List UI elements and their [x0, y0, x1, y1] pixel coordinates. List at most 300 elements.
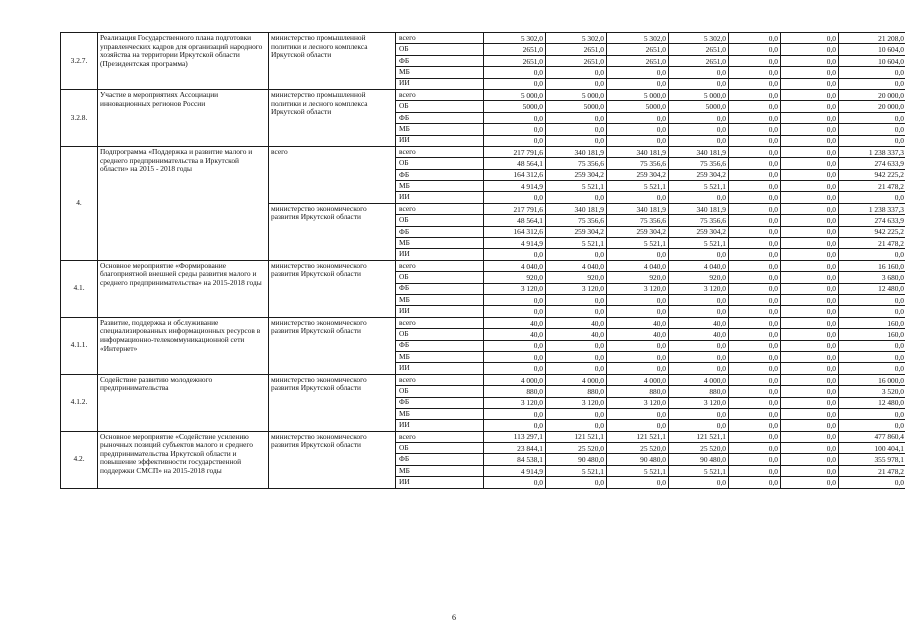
value-cell: 5 000,0 — [484, 89, 546, 100]
value-cell: 0,0 — [607, 408, 669, 419]
value-cell: 113 297,1 — [484, 431, 546, 442]
value-cell: 5 521,1 — [669, 238, 729, 249]
value-cell: 0,0 — [669, 420, 729, 431]
value-cell: 0,0 — [729, 283, 781, 294]
value-cell: 40,0 — [484, 317, 546, 328]
funding-source: МБ — [396, 181, 484, 192]
value-cell: 5 302,0 — [546, 33, 607, 44]
funding-source: ОБ — [396, 329, 484, 340]
value-cell: 0,0 — [729, 465, 781, 476]
funding-source: ИИ — [396, 192, 484, 203]
value-cell: 2651,0 — [607, 55, 669, 66]
value-cell: 40,0 — [669, 329, 729, 340]
value-cell: 0,0 — [607, 112, 669, 123]
value-cell: 5 302,0 — [669, 33, 729, 44]
value-cell: 0,0 — [729, 215, 781, 226]
value-cell: 0,0 — [669, 351, 729, 362]
value-cell: 0,0 — [839, 78, 905, 89]
value-cell: 0,0 — [729, 408, 781, 419]
value-cell: 0,0 — [729, 192, 781, 203]
value-cell: 0,0 — [607, 294, 669, 305]
value-cell: 75 356,6 — [607, 215, 669, 226]
value-cell: 4 000,0 — [484, 374, 546, 385]
value-cell: 0,0 — [484, 294, 546, 305]
value-cell: 4 040,0 — [607, 260, 669, 271]
value-cell: 0,0 — [729, 44, 781, 55]
value-cell: 164 312,6 — [484, 169, 546, 180]
value-cell: 0,0 — [781, 146, 839, 157]
item-name: Содействие развитию молодежного предпринимательства — [98, 374, 269, 431]
value-cell: 3 120,0 — [669, 283, 729, 294]
value-cell: 0,0 — [729, 101, 781, 112]
value-cell: 0,0 — [781, 55, 839, 66]
value-cell: 0,0 — [729, 420, 781, 431]
value-cell: 10 604,0 — [839, 55, 905, 66]
value-cell: 0,0 — [781, 67, 839, 78]
table-row — [61, 33, 905, 44]
value-cell: 0,0 — [546, 112, 607, 123]
page-number: 6 — [452, 613, 456, 622]
value-cell: 0,0 — [781, 112, 839, 123]
value-cell: 12 480,0 — [839, 397, 905, 408]
value-cell: 100 404,1 — [839, 443, 905, 454]
value-cell: 0,0 — [607, 351, 669, 362]
value-cell: 0,0 — [546, 135, 607, 146]
funding-source: МБ — [396, 124, 484, 135]
value-cell: 3 120,0 — [607, 397, 669, 408]
value-cell: 3 520,0 — [839, 386, 905, 397]
value-cell: 4 040,0 — [484, 260, 546, 271]
value-cell: 4 000,0 — [546, 374, 607, 385]
value-cell: 880,0 — [607, 386, 669, 397]
value-cell: 920,0 — [607, 272, 669, 283]
item-name: Основное мероприятие «Формирование благоприятной внешней среды развития малого и среднего предпринимательства» на 2015-2018 годы — [98, 260, 269, 317]
value-cell: 75 356,6 — [669, 215, 729, 226]
funding-source: ОБ — [396, 158, 484, 169]
responsible-executor: всего — [269, 146, 396, 203]
value-cell: 259 304,2 — [669, 169, 729, 180]
value-cell: 5 521,1 — [669, 181, 729, 192]
item-code: 3.2.7. — [61, 33, 98, 90]
funding-source: всего — [396, 317, 484, 328]
value-cell: 0,0 — [546, 420, 607, 431]
value-cell: 0,0 — [781, 465, 839, 476]
value-cell: 0,0 — [484, 477, 546, 488]
value-cell: 4 040,0 — [546, 260, 607, 271]
value-cell: 0,0 — [729, 146, 781, 157]
value-cell: 2651,0 — [669, 44, 729, 55]
value-cell: 0,0 — [781, 158, 839, 169]
value-cell: 0,0 — [484, 340, 546, 351]
value-cell: 20 000,0 — [839, 89, 905, 100]
value-cell: 340 181,9 — [669, 203, 729, 214]
value-cell: 5 000,0 — [669, 89, 729, 100]
value-cell: 0,0 — [781, 420, 839, 431]
value-cell: 0,0 — [781, 386, 839, 397]
value-cell: 0,0 — [781, 181, 839, 192]
value-cell: 21 478,2 — [839, 181, 905, 192]
value-cell: 477 860,4 — [839, 431, 905, 442]
value-cell: 1 238 337,3 — [839, 203, 905, 214]
value-cell: 0,0 — [781, 317, 839, 328]
value-cell: 0,0 — [781, 203, 839, 214]
value-cell: 0,0 — [729, 78, 781, 89]
value-cell: 5 302,0 — [484, 33, 546, 44]
value-cell: 0,0 — [839, 124, 905, 135]
funding-source: всего — [396, 146, 484, 157]
value-cell: 217 791,6 — [484, 146, 546, 157]
value-cell: 340 181,9 — [607, 146, 669, 157]
value-cell: 880,0 — [669, 386, 729, 397]
value-cell: 0,0 — [781, 351, 839, 362]
value-cell: 274 633,9 — [839, 215, 905, 226]
value-cell: 0,0 — [729, 124, 781, 135]
value-cell: 0,0 — [607, 192, 669, 203]
value-cell: 0,0 — [669, 135, 729, 146]
value-cell: 0,0 — [729, 169, 781, 180]
value-cell: 0,0 — [607, 67, 669, 78]
value-cell: 0,0 — [607, 249, 669, 260]
value-cell: 0,0 — [729, 306, 781, 317]
value-cell: 0,0 — [607, 363, 669, 374]
value-cell: 0,0 — [839, 477, 905, 488]
value-cell: 0,0 — [781, 260, 839, 271]
value-cell: 0,0 — [607, 477, 669, 488]
value-cell: 0,0 — [781, 454, 839, 465]
value-cell: 0,0 — [729, 89, 781, 100]
value-cell: 340 181,9 — [607, 203, 669, 214]
value-cell: 0,0 — [729, 363, 781, 374]
value-cell: 0,0 — [781, 215, 839, 226]
value-cell: 2651,0 — [484, 44, 546, 55]
value-cell: 0,0 — [607, 78, 669, 89]
value-cell: 0,0 — [781, 306, 839, 317]
item-code: 4.2. — [61, 431, 98, 488]
funding-source: ФБ — [396, 283, 484, 294]
value-cell: 4 914,9 — [484, 465, 546, 476]
value-cell: 160,0 — [839, 329, 905, 340]
value-cell: 1 238 337,3 — [839, 146, 905, 157]
value-cell: 0,0 — [781, 397, 839, 408]
value-cell: 21 478,2 — [839, 238, 905, 249]
value-cell: 259 304,2 — [546, 169, 607, 180]
funding-source: всего — [396, 33, 484, 44]
value-cell: 0,0 — [729, 317, 781, 328]
value-cell: 0,0 — [729, 238, 781, 249]
value-cell: 3 120,0 — [546, 397, 607, 408]
value-cell: 0,0 — [729, 294, 781, 305]
value-cell: 0,0 — [729, 443, 781, 454]
budget-table-body — [61, 33, 905, 489]
value-cell: 0,0 — [781, 192, 839, 203]
value-cell: 0,0 — [781, 477, 839, 488]
value-cell: 40,0 — [607, 317, 669, 328]
value-cell: 259 304,2 — [607, 169, 669, 180]
funding-source: ИИ — [396, 363, 484, 374]
value-cell: 0,0 — [669, 124, 729, 135]
funding-source: ИИ — [396, 135, 484, 146]
value-cell: 75 356,6 — [669, 158, 729, 169]
value-cell: 20 000,0 — [839, 101, 905, 112]
value-cell: 0,0 — [781, 340, 839, 351]
value-cell: 0,0 — [607, 340, 669, 351]
value-cell: 0,0 — [729, 454, 781, 465]
value-cell: 0,0 — [484, 306, 546, 317]
value-cell: 880,0 — [484, 386, 546, 397]
value-cell: 0,0 — [781, 363, 839, 374]
funding-source: МБ — [396, 408, 484, 419]
value-cell: 75 356,6 — [546, 215, 607, 226]
funding-source: всего — [396, 374, 484, 385]
value-cell: 0,0 — [484, 135, 546, 146]
value-cell: 90 480,0 — [607, 454, 669, 465]
value-cell: 0,0 — [546, 124, 607, 135]
value-cell: 0,0 — [669, 340, 729, 351]
value-cell: 0,0 — [839, 135, 905, 146]
table-row — [61, 89, 905, 100]
value-cell: 5000,0 — [546, 101, 607, 112]
value-cell: 4 000,0 — [669, 374, 729, 385]
value-cell: 259 304,2 — [669, 226, 729, 237]
value-cell: 0,0 — [484, 78, 546, 89]
funding-source: ОБ — [396, 272, 484, 283]
value-cell: 5000,0 — [669, 101, 729, 112]
value-cell: 0,0 — [729, 203, 781, 214]
value-cell: 0,0 — [781, 408, 839, 419]
value-cell: 3 120,0 — [546, 283, 607, 294]
value-cell: 5 521,1 — [607, 465, 669, 476]
item-code: 4.1. — [61, 260, 98, 317]
item-name: Развитие, поддержка и обслуживание специализированных информационных ресурсов в информационно-телекоммуникационной сети «Интернет» — [98, 317, 269, 374]
value-cell: 75 356,6 — [607, 158, 669, 169]
value-cell: 5 521,1 — [607, 181, 669, 192]
value-cell: 0,0 — [607, 420, 669, 431]
value-cell: 25 520,0 — [546, 443, 607, 454]
funding-source: МБ — [396, 67, 484, 78]
value-cell: 16 000,0 — [839, 374, 905, 385]
value-cell: 5 521,1 — [546, 238, 607, 249]
value-cell: 90 480,0 — [546, 454, 607, 465]
value-cell: 0,0 — [839, 112, 905, 123]
funding-source: ИИ — [396, 78, 484, 89]
value-cell: 340 181,9 — [546, 146, 607, 157]
value-cell: 2651,0 — [484, 55, 546, 66]
value-cell: 0,0 — [607, 124, 669, 135]
funding-source: ИИ — [396, 249, 484, 260]
value-cell: 920,0 — [669, 272, 729, 283]
table-row — [61, 317, 905, 328]
funding-source: МБ — [396, 465, 484, 476]
value-cell: 3 120,0 — [484, 283, 546, 294]
funding-source: ФБ — [396, 112, 484, 123]
value-cell: 0,0 — [839, 249, 905, 260]
value-cell: 3 120,0 — [669, 397, 729, 408]
funding-source: всего — [396, 431, 484, 442]
funding-source: ОБ — [396, 44, 484, 55]
value-cell: 0,0 — [546, 363, 607, 374]
value-cell: 0,0 — [546, 78, 607, 89]
value-cell: 0,0 — [669, 78, 729, 89]
value-cell: 0,0 — [781, 169, 839, 180]
item-code: 4.1.1. — [61, 317, 98, 374]
value-cell: 0,0 — [484, 124, 546, 135]
value-cell: 4 000,0 — [607, 374, 669, 385]
value-cell: 0,0 — [729, 249, 781, 260]
value-cell: 5 000,0 — [607, 89, 669, 100]
value-cell: 84 538,1 — [484, 454, 546, 465]
responsible-executor: министерство экономического развития Иркутской области — [269, 317, 396, 374]
value-cell: 0,0 — [484, 67, 546, 78]
value-cell: 25 520,0 — [607, 443, 669, 454]
value-cell: 48 564,1 — [484, 158, 546, 169]
value-cell: 2651,0 — [669, 55, 729, 66]
value-cell: 0,0 — [729, 386, 781, 397]
value-cell: 355 978,1 — [839, 454, 905, 465]
value-cell: 0,0 — [781, 374, 839, 385]
value-cell: 2651,0 — [546, 55, 607, 66]
value-cell: 0,0 — [729, 477, 781, 488]
value-cell: 0,0 — [669, 408, 729, 419]
responsible-executor: министерство промышленной политики и лесного комплекса Иркутской области — [269, 33, 396, 90]
value-cell: 0,0 — [781, 272, 839, 283]
value-cell: 0,0 — [546, 249, 607, 260]
value-cell: 5 521,1 — [546, 181, 607, 192]
funding-source: ИИ — [396, 477, 484, 488]
value-cell: 0,0 — [669, 67, 729, 78]
value-cell: 0,0 — [729, 226, 781, 237]
value-cell: 160,0 — [839, 317, 905, 328]
value-cell: 12 480,0 — [839, 283, 905, 294]
value-cell: 0,0 — [669, 306, 729, 317]
value-cell: 0,0 — [669, 192, 729, 203]
value-cell: 0,0 — [781, 89, 839, 100]
value-cell: 0,0 — [781, 238, 839, 249]
value-cell: 0,0 — [781, 431, 839, 442]
value-cell: 0,0 — [484, 420, 546, 431]
value-cell: 0,0 — [729, 67, 781, 78]
value-cell: 0,0 — [781, 33, 839, 44]
value-cell: 0,0 — [669, 294, 729, 305]
value-cell: 0,0 — [729, 397, 781, 408]
value-cell: 217 791,6 — [484, 203, 546, 214]
value-cell: 40,0 — [484, 329, 546, 340]
funding-source: ФБ — [396, 397, 484, 408]
value-cell: 0,0 — [781, 226, 839, 237]
responsible-executor: министерство экономического развития Иркутской области — [269, 431, 396, 488]
funding-source: всего — [396, 260, 484, 271]
item-name: Реализация Государственного плана подготовки управленческих кадров для организаций народного хозяйства на территории Иркутской области (Президентская программа) — [98, 33, 269, 90]
funding-source: ФБ — [396, 169, 484, 180]
value-cell: 0,0 — [839, 351, 905, 362]
value-cell: 0,0 — [484, 363, 546, 374]
value-cell: 3 120,0 — [484, 397, 546, 408]
value-cell: 48 564,1 — [484, 215, 546, 226]
value-cell: 164 312,6 — [484, 226, 546, 237]
value-cell: 0,0 — [781, 249, 839, 260]
value-cell: 0,0 — [546, 408, 607, 419]
responsible-executor: министерство экономического развития Иркутской области — [269, 203, 396, 260]
value-cell: 90 480,0 — [669, 454, 729, 465]
value-cell: 920,0 — [546, 272, 607, 283]
table-row — [61, 374, 905, 385]
funding-source: всего — [396, 203, 484, 214]
table-row — [61, 431, 905, 442]
value-cell: 0,0 — [546, 477, 607, 488]
value-cell: 0,0 — [546, 351, 607, 362]
responsible-executor: министерство экономического развития Иркутской области — [269, 374, 396, 431]
value-cell: 0,0 — [729, 55, 781, 66]
value-cell: 880,0 — [546, 386, 607, 397]
funding-source: ОБ — [396, 215, 484, 226]
funding-source: МБ — [396, 351, 484, 362]
value-cell: 0,0 — [839, 67, 905, 78]
value-cell: 0,0 — [729, 112, 781, 123]
value-cell: 0,0 — [781, 124, 839, 135]
value-cell: 4 914,9 — [484, 238, 546, 249]
funding-source: ОБ — [396, 101, 484, 112]
value-cell: 25 520,0 — [669, 443, 729, 454]
funding-source: всего — [396, 89, 484, 100]
value-cell: 0,0 — [729, 329, 781, 340]
value-cell: 942 225,2 — [839, 226, 905, 237]
value-cell: 4 914,9 — [484, 181, 546, 192]
item-name: Основное мероприятие «Содействие усилению рыночных позиций субъектов малого и среднего предпринимательства Иркутской области и повышение эффективности государственной поддержки СМСП» на 2015-2018 годы — [98, 431, 269, 488]
value-cell: 5 000,0 — [546, 89, 607, 100]
funding-source: МБ — [396, 294, 484, 305]
value-cell: 274 633,9 — [839, 158, 905, 169]
value-cell: 0,0 — [781, 101, 839, 112]
funding-source: ФБ — [396, 454, 484, 465]
budget-table — [60, 32, 905, 489]
table-row — [61, 260, 905, 271]
value-cell: 0,0 — [839, 408, 905, 419]
funding-source: ФБ — [396, 226, 484, 237]
value-cell: 0,0 — [729, 260, 781, 271]
item-code: 3.2.8. — [61, 89, 98, 146]
value-cell: 5000,0 — [484, 101, 546, 112]
value-cell: 40,0 — [546, 317, 607, 328]
value-cell: 0,0 — [484, 408, 546, 419]
value-cell: 5000,0 — [607, 101, 669, 112]
value-cell: 0,0 — [546, 340, 607, 351]
value-cell: 0,0 — [484, 249, 546, 260]
value-cell: 23 844,1 — [484, 443, 546, 454]
responsible-executor: министерство экономического развития Иркутской области — [269, 260, 396, 317]
value-cell: 0,0 — [781, 78, 839, 89]
value-cell: 0,0 — [484, 112, 546, 123]
value-cell: 121 521,1 — [546, 431, 607, 442]
item-code: 4.1.2. — [61, 374, 98, 431]
value-cell: 5 521,1 — [546, 465, 607, 476]
funding-source: ИИ — [396, 420, 484, 431]
value-cell: 0,0 — [546, 192, 607, 203]
funding-source: ФБ — [396, 55, 484, 66]
value-cell: 0,0 — [669, 477, 729, 488]
value-cell: 920,0 — [484, 272, 546, 283]
value-cell: 0,0 — [669, 112, 729, 123]
value-cell: 0,0 — [781, 283, 839, 294]
item-name: Подпрограмма «Поддержка и развитие малого и среднего предпринимательства в Иркутской области» на 2015 - 2018 годы — [98, 146, 269, 260]
value-cell: 21 478,2 — [839, 465, 905, 476]
value-cell: 0,0 — [669, 363, 729, 374]
funding-source: ФБ — [396, 340, 484, 351]
value-cell: 0,0 — [729, 374, 781, 385]
value-cell: 121 521,1 — [607, 431, 669, 442]
value-cell: 259 304,2 — [607, 226, 669, 237]
value-cell: 0,0 — [839, 363, 905, 374]
value-cell: 942 225,2 — [839, 169, 905, 180]
value-cell: 0,0 — [607, 306, 669, 317]
